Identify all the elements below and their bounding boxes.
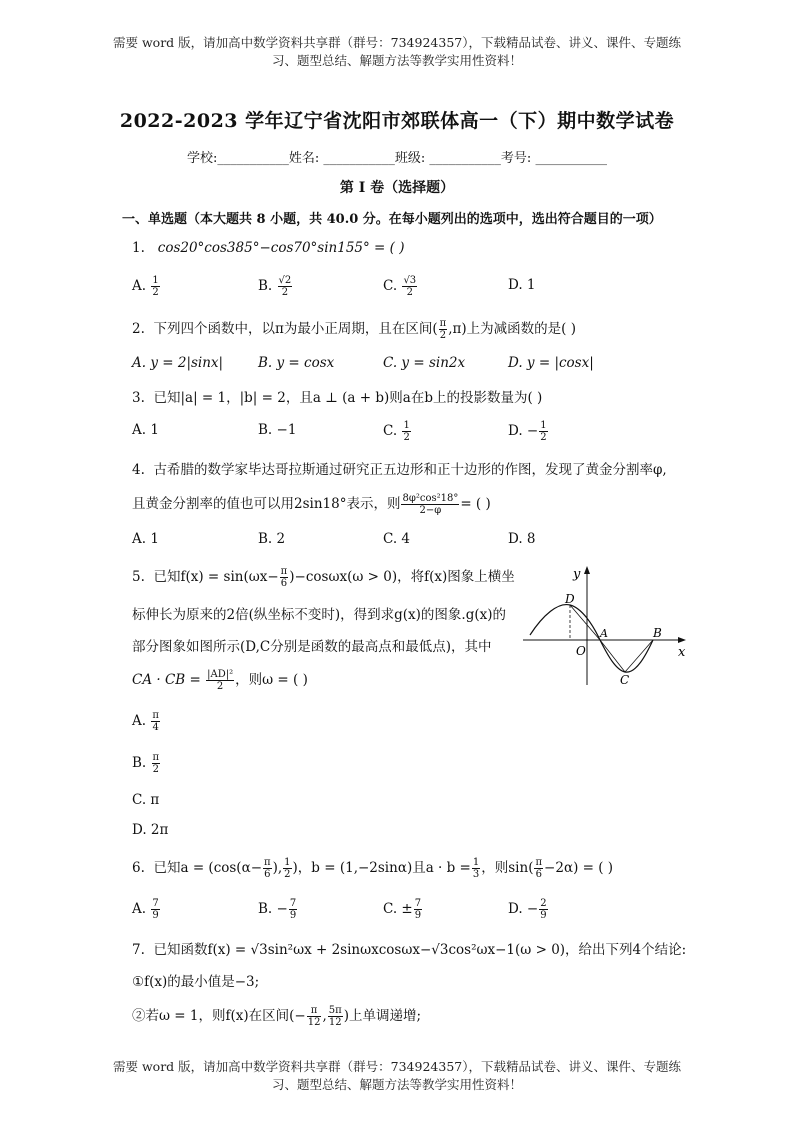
- question-3: 3. 已知|a| = 1，|b| = 2，且a ⊥ (a + b)则a在b上的投影数量为( ): [132, 390, 543, 406]
- label-o: O: [576, 644, 586, 658]
- option-b: B. −1: [258, 422, 297, 438]
- option-b: B. − $\frac{7}{9}$: [258, 898, 297, 921]
- option-b: B. y = cosx: [258, 355, 335, 371]
- footer-notice-line-2: 习、题型总结、解题方法等教学实用性资料！: [271, 1077, 522, 1092]
- function-graph: [518, 560, 690, 690]
- question-number: 1.: [132, 240, 145, 256]
- option-a: A. $\frac{1}{2}$: [132, 275, 159, 298]
- label-d: D: [565, 592, 575, 606]
- question-4: 4. 古希腊的数学家毕达哥拉斯通过研究正五边形和正十边形的作图，发现了黄金分割率φ,: [132, 462, 667, 478]
- option-c: C. π: [132, 792, 160, 808]
- conclusion-1: ①f(x)的最小值是−3;: [132, 974, 260, 990]
- notice-line-1: 需要 word 版，请加高中数学资料共享群（群号：734924357），下载精品试卷、讲义、课件、专题练: [113, 35, 681, 50]
- option-c: C. $\frac{√3}{2}$: [383, 275, 417, 298]
- question-text: cos20°cos385°−cos70°sin155° = ( ): [157, 240, 405, 256]
- option-a: A. $\frac{7}{9}$: [132, 898, 159, 921]
- label-y: y: [573, 567, 581, 582]
- question-1: [132, 240, 404, 256]
- question-7: 7. 已知函数f(x) = √3sin²ωx + 2sinωxcosωx−√3cos²ωx−1(ω > 0)，给出下列4个结论:: [132, 942, 687, 958]
- option-d: D. − $\frac{2}{9}$: [508, 898, 547, 921]
- segment-ca: [600, 640, 625, 672]
- option-a: A. 1: [132, 531, 159, 547]
- option-a: A. y = 2|sinx|: [132, 355, 224, 371]
- label-x: x: [678, 645, 686, 660]
- question-5-line-4: CA · CB = $\frac{\text{|AD|²}}{2}$ ，则ω = ( ): [132, 669, 308, 692]
- question-4-line-2: 且黄金分割率的值也可以用2sin18°表示，则 $\frac{\text{8φ²cos²18°}}{2-\varphi}$ = ( ): [132, 493, 491, 516]
- y-axis-arrow: [584, 566, 590, 574]
- segment-ad: [570, 605, 600, 640]
- question-6: 6. 已知a = (cos(α− $\frac{\pi}{6}$ ), $\frac{1}{2}$ )，b = (1,−2sinα)且a · b = $\frac{1}{3}$ ，则sin( $\frac{\pi}{6}$ −2α) = ( ): [132, 857, 614, 880]
- x-axis-arrow: [678, 637, 686, 643]
- label-b: B: [653, 626, 662, 640]
- question-2: 2. 下列四个函数中，以π为最小正周期，且在区间( $\frac{\pi}{2}$ ,π)上为减函数的是( ): [132, 318, 576, 341]
- option-d: D. 1: [508, 277, 536, 293]
- option-a: A. $\frac{\pi}{4}$: [132, 710, 159, 733]
- option-d: D. 8: [508, 531, 536, 547]
- option-d: D. y = |cosx|: [508, 355, 594, 371]
- option-c: C. y = sin2x: [383, 355, 466, 371]
- sine-curve: [530, 605, 653, 673]
- section-title: 第 I 卷（选择题）: [339, 180, 455, 196]
- page-title: 2022-2023 学年辽宁省沈阳市郊联体高一（下）期中数学试卷: [119, 110, 675, 132]
- option-d: D. 2π: [132, 822, 169, 838]
- segment-cb: [625, 640, 653, 672]
- option-d: D. − $\frac{1}{2}$: [508, 420, 547, 443]
- label-a: A: [600, 627, 608, 640]
- label-c: C: [620, 673, 630, 687]
- option-b: B. $\frac{√2}{2}$: [258, 275, 292, 298]
- footer-notice-line-1: 需要 word 版，请加高中数学资料共享群（群号：734924357），下载精品试卷、讲义、课件、专题练: [113, 1059, 681, 1074]
- option-c: C. 4: [383, 531, 411, 547]
- question-5: 5. 已知f(x) = sin(ωx− $\frac{\pi}{6}$ )−cosωx(ω > 0)，将f(x)图象上横坐: [132, 566, 515, 589]
- question-5-line-2: 标伸长为原来的2倍(纵坐标不变时)，得到求g(x)的图象.g(x)的: [132, 607, 506, 623]
- question-5-line-3: 部分图象如图所示(D,C分别是函数的最高点和最低点)，其中: [132, 639, 492, 655]
- option-c: C. ± $\frac{7}{9}$: [383, 898, 422, 921]
- option-b: B. 2: [258, 531, 286, 547]
- option-a: A. 1: [132, 422, 159, 438]
- section-heading: 一、单选题（本大题共 8 小题，共 40.0 分。在每小题列出的选项中，选出符合题目的一项）: [122, 212, 662, 227]
- option-c: C. $\frac{1}{2}$: [383, 420, 410, 443]
- notice-line-2: 习、题型总结、解题方法等教学实用性资料！: [271, 53, 522, 68]
- conclusion-2: ②若ω = 1，则f(x)在区间(− $\frac{\pi}{12}$ , $\frac{5\pi}{12}$ )上单调递增;: [132, 1005, 422, 1028]
- student-info-line: 学校:___________姓名: ___________班级: ___________考号: ___________: [187, 151, 607, 166]
- option-b: B. $\frac{\pi}{2}$: [132, 752, 160, 775]
